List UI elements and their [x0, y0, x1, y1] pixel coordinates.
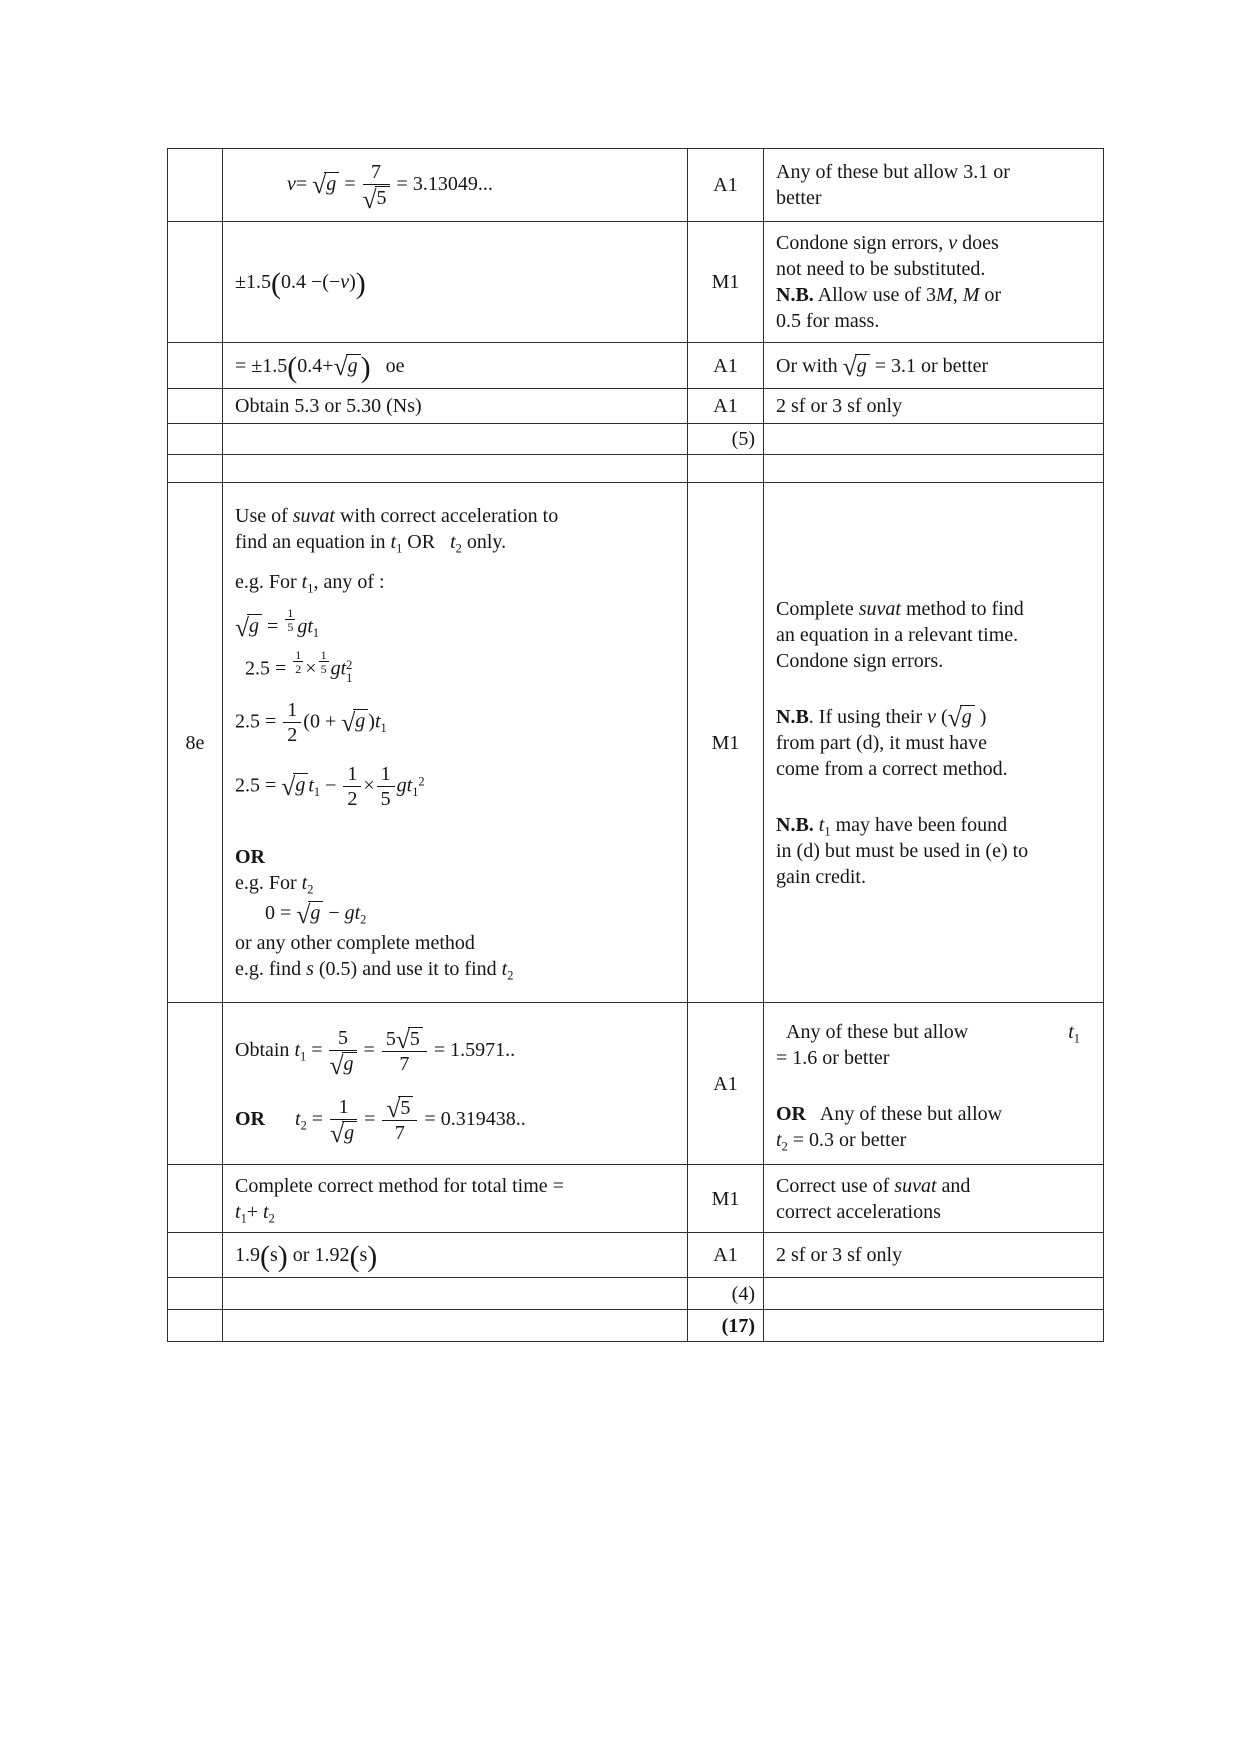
fraction: $\frac{1}{√g}$ [328, 1096, 359, 1145]
mark-cell: A1 [688, 389, 764, 424]
fraction: $\frac{1}{5}$ [287, 605, 294, 634]
mark-scheme-sheet [167, 148, 1104, 1342]
comment-cell [764, 149, 1104, 222]
comment-cell [764, 455, 1104, 483]
fraction: $\frac{5}{√g}$ [327, 1027, 358, 1076]
working-line: e.g. find s (0.5) and use it to find $t_2$ [235, 958, 514, 983]
table-row [168, 149, 1104, 222]
sqrt-radical: √5 [363, 187, 390, 209]
fraction: $\frac{5√5}{7}$ [380, 1027, 429, 1076]
table-row [168, 1310, 1104, 1342]
mark-cell: A1 [688, 1003, 764, 1165]
working-cell [223, 1233, 688, 1278]
working-line: $t_1+ t_2$ [235, 1200, 275, 1225]
mark-cell: M1 [688, 483, 764, 1003]
working-cell [223, 1165, 688, 1233]
working-line: = ±1.5(0.4+√g ) oe [235, 350, 405, 384]
mark-cell: M1 [688, 222, 764, 343]
question-number-cell [168, 222, 223, 343]
comment-cell [764, 1278, 1104, 1310]
working-line: find an equation in $t_1$ OR $t_2$ only. [235, 530, 507, 555]
comment-line: Correct use of suvat and [776, 1174, 971, 1197]
mark-scheme-table [167, 148, 1104, 1342]
working-line: ±1.5(0.4 −(−v)) [235, 266, 366, 300]
working-line: Obtain $t_1$ = $\frac{5}{√g}$ = $\frac{5√5}{7}$ = 1.5971.. [235, 1025, 516, 1080]
mark-cell [688, 455, 764, 483]
sqrt-radical: √g [948, 706, 975, 728]
table-row [168, 1165, 1104, 1233]
comment-cell [764, 483, 1104, 1003]
comment-cell [764, 389, 1104, 424]
table-row [168, 343, 1104, 389]
working-line: Obtain 5.3 or 5.30 (Ns) [235, 395, 422, 417]
working-cell [223, 343, 688, 389]
comment-line: an equation in a relevant time. [776, 623, 1019, 646]
question-number-cell [168, 1310, 223, 1342]
fraction: $\frac{1}{2}$ [295, 647, 302, 676]
question-number-cell [168, 1278, 223, 1310]
comment-line: Complete suvat method to find [776, 597, 1024, 620]
comment-line: OR Any of these but allow [776, 1102, 1003, 1125]
mark-cell: (4) [688, 1278, 764, 1310]
fraction: $\frac{1}{2}$ [281, 699, 303, 747]
comment-line: better [776, 187, 822, 209]
comment-line: 2 sf or 3 sf only [776, 395, 903, 417]
working-cell [223, 455, 688, 483]
sqrt-radical: √g [296, 902, 323, 924]
table-row [168, 483, 1104, 1003]
working-line: v= √g = $\frac{7}{√5}$ = 3.13049... [287, 160, 493, 214]
comment-line: in (d) but must be used in (e) to [776, 839, 1029, 862]
comment-cell [764, 222, 1104, 343]
working-line: 2.5 = $\frac{1}{2}$ (0 + √g )$t_1$ [235, 698, 387, 747]
table-row [168, 1003, 1104, 1165]
comment-line: Any of these but allow $t_1$ [776, 1020, 1080, 1045]
mark-cell: A1 [688, 343, 764, 389]
question-number-cell [168, 1165, 223, 1233]
table-row [168, 424, 1104, 455]
working-line: OR $t_2$ = $\frac{1}{√g}$ = $\frac{√5}{7}$ = 0.319438.. [235, 1094, 526, 1149]
working-line: 1.9(s) or 1.92(s) [235, 1239, 378, 1273]
comment-line: Condone sign errors, v does [776, 232, 999, 254]
question-number-label: 8e [185, 731, 205, 754]
comment-line: 2 sf or 3 sf only [776, 1244, 903, 1266]
question-number-cell [168, 483, 223, 1003]
comment-line: 0.5 for mass. [776, 310, 880, 332]
table-row [168, 1233, 1104, 1278]
working-line: $0 = √g - gt_2$ [265, 900, 367, 930]
question-number-cell [168, 455, 223, 483]
working-cell [223, 1003, 688, 1165]
fraction: $\frac{7}{√5}$ [361, 161, 392, 210]
working-line: 2.5 = √g $t_1$ − $\frac{1}{2}$ × $\frac{1}{5}$ $gt_1^2$ [235, 762, 425, 811]
mark-cell: (5) [688, 424, 764, 455]
table-row [168, 222, 1104, 343]
fraction: $\frac{1}{2}$ [341, 763, 363, 811]
comment-cell [764, 1310, 1104, 1342]
question-number-cell [168, 389, 223, 424]
sqrt-radical: √g [341, 710, 368, 732]
table-row [168, 455, 1104, 483]
mark-cell: (17) [688, 1310, 764, 1342]
working-cell [223, 483, 688, 1003]
working-cell [223, 389, 688, 424]
sqrt-radical: √g [843, 355, 870, 377]
comment-line: = 1.6 or better [776, 1046, 890, 1069]
comment-cell [764, 424, 1104, 455]
sqrt-radical: √5 [396, 1028, 423, 1050]
working-cell [223, 149, 688, 222]
working-cell [223, 424, 688, 455]
sqrt-radical: √g [329, 1053, 356, 1075]
working-line: or any other complete method [235, 932, 475, 955]
working-line: Use of suvat with correct acceleration to [235, 504, 559, 527]
fraction: $\frac{√5}{7}$ [380, 1096, 419, 1145]
mark-cell: A1 [688, 149, 764, 222]
working-cell [223, 1278, 688, 1310]
comment-line: N.B. $t_1$ may have been found [776, 813, 1008, 838]
working-line: 2.5 = $\frac{1}{2}$ × $\frac{1}{5}$ gt 2 1 [245, 647, 353, 685]
comment-cell [764, 1165, 1104, 1233]
sqrt-radical: √g [312, 173, 339, 195]
comment-line: not need to be substituted. [776, 258, 986, 280]
table-row [168, 1278, 1104, 1310]
comment-line: Condone sign errors. [776, 649, 944, 672]
fraction: $\frac{1}{5}$ [375, 763, 397, 811]
working-line: e.g. For $t_1$, any of : [235, 570, 385, 595]
working-line: Complete correct method for total time = [235, 1174, 564, 1197]
question-number-cell [168, 149, 223, 222]
sqrt-radical: √g [235, 615, 262, 637]
question-number-cell [168, 1233, 223, 1278]
sqrt-radical: √g [281, 774, 308, 796]
table-row [168, 389, 1104, 424]
comment-line: from part (d), it must have [776, 731, 988, 754]
comment-line: $t_2 = 0.3$ or better [776, 1128, 907, 1153]
sqrt-radical: √5 [386, 1097, 413, 1119]
mark-table-body [168, 149, 1104, 1342]
comment-line: Any of these but allow 3.1 or [776, 161, 1010, 183]
comment-line: gain credit. [776, 865, 866, 888]
comment-cell [764, 343, 1104, 389]
working-line: OR [235, 846, 265, 869]
working-cell [223, 222, 688, 343]
comment-line: Or with √g = 3.1 or better [776, 352, 989, 382]
mark-cell: M1 [688, 1165, 764, 1233]
comment-cell [764, 1003, 1104, 1165]
question-number-cell [168, 343, 223, 389]
comment-line: N.B. If using their v (√g ) [776, 703, 987, 733]
question-number-cell [168, 1003, 223, 1165]
working-line: √g = $\frac{1}{5}$ $gt_1$ [235, 605, 320, 642]
comment-line: correct accelerations [776, 1200, 941, 1223]
sqrt-radical: √g [334, 355, 361, 377]
working-line: e.g. For $t_2$ [235, 872, 314, 897]
comment-line: N.B. Allow use of 3M, M or [776, 284, 1002, 306]
sqrt-radical: √g [330, 1122, 357, 1144]
question-number-cell [168, 424, 223, 455]
comment-cell [764, 1233, 1104, 1278]
working-cell [223, 1310, 688, 1342]
fraction: $\frac{1}{5}$ [320, 647, 327, 676]
mark-cell: A1 [688, 1233, 764, 1278]
comment-line: come from a correct method. [776, 757, 1008, 780]
